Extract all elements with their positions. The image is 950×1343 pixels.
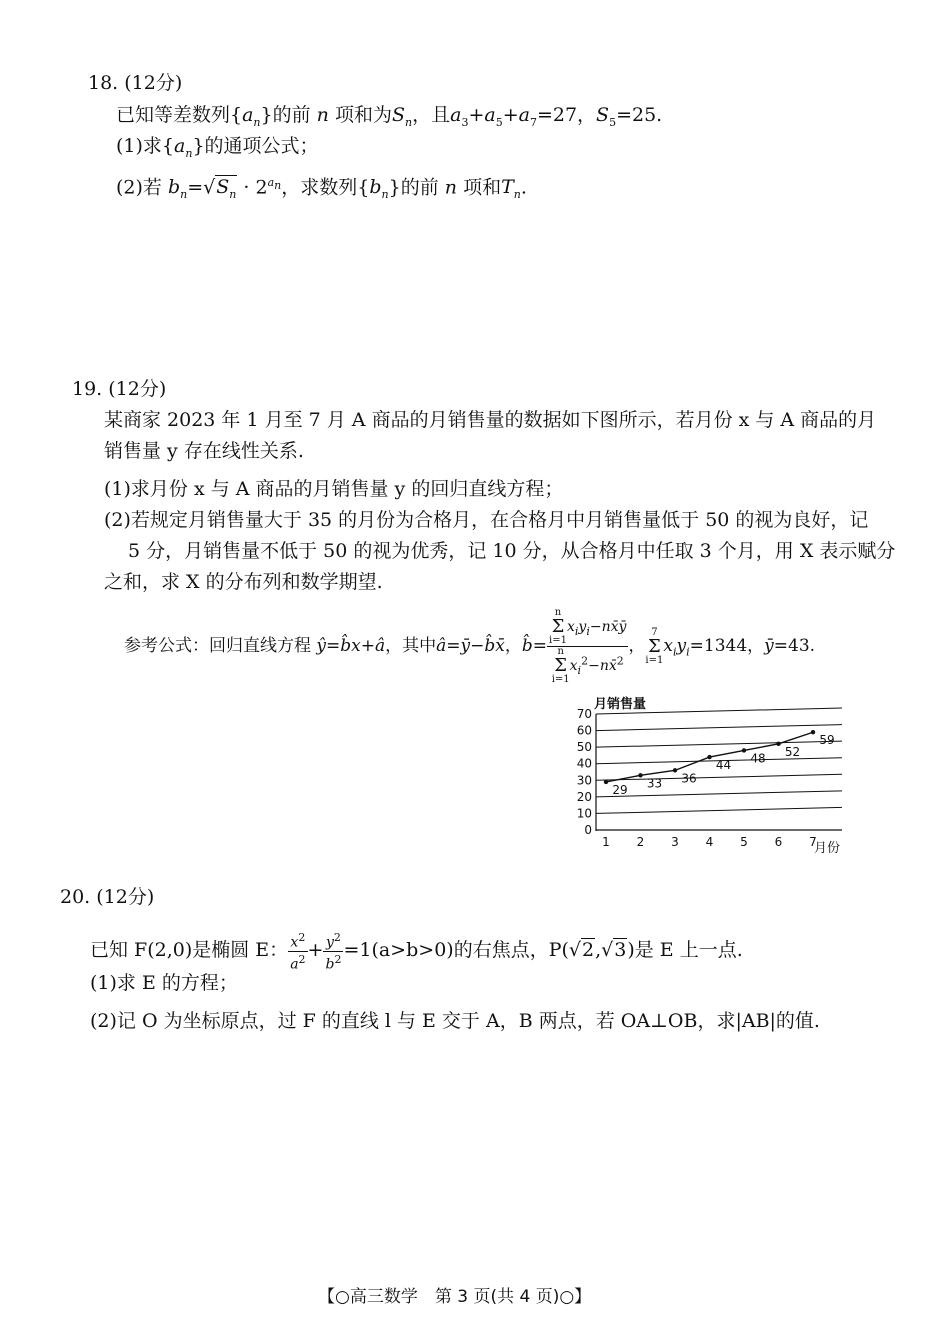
q18-part1: (1)求$\{a_n\}$的通项公式； [116,135,319,160]
q19-line1: 某商家 2023 年 1 月至 7 月 A 商品的月销售量的数据如下图所示，若月份 x 与 A 商品的月 [104,409,877,431]
data-label: 59 [819,733,835,748]
q19-line2: 销售量 y 存在线性关系. [104,440,304,462]
data-label: 48 [750,751,766,766]
page-footer: 【○高三数学 第 3 页(共 4 页)○】 [318,1287,592,1307]
grid-line [596,807,842,813]
data-point [811,730,815,734]
q20-part1: (1)求 E 的方程； [90,972,238,994]
x-tick-label: 4 [705,835,714,849]
data-label: 44 [715,758,732,773]
q19-formula: 参考公式：回归直线方程 ŷ=b̂x+â，其中â=ȳ−b̂x̄，b̂= n Σ $i=1x_iy_i-nx̄ȳ$ n Σ $i=1x_i^2-nx̄^2$ ，7 Σ $i=1x_iy_i=1344$，ȳ=43. [124,607,816,685]
q19-part2-line1: (2)若规定月销售量大于 35 的月份为合格月，在合格月中月销售量低于 50 的视为良好，记 [104,509,869,531]
grid-line [596,741,842,747]
sales-line-chart [560,690,870,860]
y-tick-label: 20 [576,789,592,804]
q19-part2-line2: 5 分，月销售量不低于 50 的视为优秀，记 10 分，从合格月中任取 3 个月，用 X 表示赋分 [128,540,896,562]
x-tick-label: 1 [602,835,610,849]
y-tick-label: 70 [576,707,592,721]
grid-line [596,791,842,797]
q20-header: 20. (12分) [60,886,155,908]
data-point [673,768,677,772]
y-tick-label: 40 [576,756,592,771]
data-label: 29 [612,782,628,797]
y-tick-label: 30 [576,773,592,788]
data-label: 33 [646,776,663,791]
y-tick-label: 0 [584,823,592,837]
grid-line [596,725,842,731]
data-point [638,773,642,777]
y-tick-label: 10 [576,806,592,821]
y-tick-label: 60 [576,723,592,738]
x-tick-label: 6 [774,835,783,849]
data-point [604,780,608,784]
q19-part2-line3: 之和，求 X 的分布列和数学期望. [104,571,383,593]
x-tick-label: 5 [740,835,748,849]
data-point [707,755,711,759]
y-tick-label: 50 [576,740,592,755]
data-label: 36 [681,771,697,786]
q19-part1: (1)求月份 x 与 A 商品的月销售量 y 的回归直线方程； [104,478,564,500]
q20-part2: (2)记 O 为坐标原点，过 F 的直线 l 与 E 交于 A，B 两点，若 OA⊥OB，求|AB|的值. [90,1010,820,1032]
q18-header: 18. (12分) [88,72,183,94]
x-axis-label: 月份 [814,841,841,856]
data-point [776,742,780,746]
x-tick-label: 7 [809,835,817,849]
q18-stem: 已知等差数列$\{a_n\}$的前 n 项和为$S_n$，且$a_3+a_5+a_7=27$，$S_5=25$. [116,104,663,129]
q19-header: 19. (12分) [72,378,167,400]
x-tick-label: 2 [636,835,645,849]
data-label: 52 [784,744,801,759]
chart-title: 月销售量 [594,697,647,712]
q18-part2: (2)若 $b_n=√S_n \cdot 2^{a_n}$，求数列$\{b_n\}$的前 n 项和$T_n$. [116,176,527,202]
q20-stem: 已知 F(2,0)是椭圆 E： $\frac{x^2}{a^2}$ + $\frac{y^2}{b^2}$ =1(a>b>0)的右焦点，P(√2,√3)是 E 上一点. [90,931,743,973]
data-point [742,748,746,752]
x-tick-label: 3 [671,835,679,849]
